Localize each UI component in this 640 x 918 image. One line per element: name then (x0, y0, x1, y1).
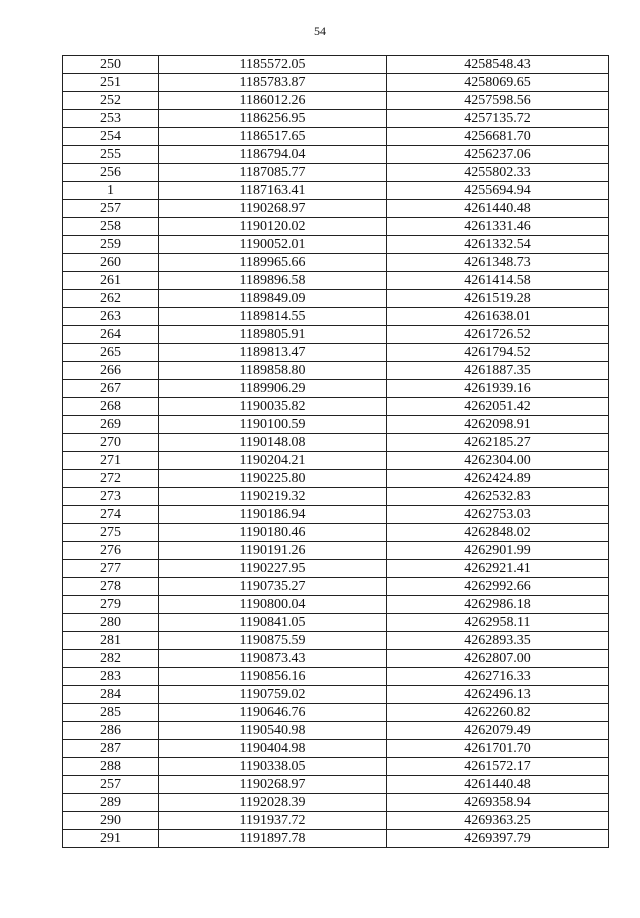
x-coordinate-cell: 1187085.77 (159, 164, 387, 182)
x-coordinate-cell: 1190204.21 (159, 452, 387, 470)
x-coordinate-cell: 1185783.87 (159, 74, 387, 92)
table-row (63, 488, 609, 506)
table-row (63, 470, 609, 488)
table-row (63, 812, 609, 830)
table-row (63, 776, 609, 794)
table-row (63, 596, 609, 614)
table-row (63, 830, 609, 848)
x-coordinate-cell: 1189965.66 (159, 254, 387, 272)
table-row (63, 236, 609, 254)
y-coordinate-cell: 4257598.56 (387, 92, 609, 110)
table-row (63, 146, 609, 164)
x-coordinate-cell: 1189849.09 (159, 290, 387, 308)
y-coordinate-cell: 4258069.65 (387, 74, 609, 92)
x-coordinate-cell: 1190800.04 (159, 596, 387, 614)
y-coordinate-cell: 4255802.33 (387, 164, 609, 182)
x-coordinate-cell: 1190120.02 (159, 218, 387, 236)
table-row (63, 308, 609, 326)
point-number-cell: 266 (63, 362, 159, 380)
table-row (63, 542, 609, 560)
x-coordinate-cell: 1190268.97 (159, 200, 387, 218)
table-row (63, 578, 609, 596)
y-coordinate-cell: 4261414.58 (387, 272, 609, 290)
point-number-cell: 277 (63, 560, 159, 578)
table-row (63, 722, 609, 740)
x-coordinate-cell: 1189814.55 (159, 308, 387, 326)
x-coordinate-cell: 1190227.95 (159, 560, 387, 578)
table-row (63, 380, 609, 398)
x-coordinate-cell: 1190646.76 (159, 704, 387, 722)
x-coordinate-cell: 1192028.39 (159, 794, 387, 812)
point-number-cell: 271 (63, 452, 159, 470)
y-coordinate-cell: 4262992.66 (387, 578, 609, 596)
table-row (63, 704, 609, 722)
y-coordinate-cell: 4261572.17 (387, 758, 609, 776)
point-number-cell: 259 (63, 236, 159, 254)
table-row (63, 290, 609, 308)
y-coordinate-cell: 4261348.73 (387, 254, 609, 272)
y-coordinate-cell: 4262848.02 (387, 524, 609, 542)
y-coordinate-cell: 4261638.01 (387, 308, 609, 326)
point-number-cell: 289 (63, 794, 159, 812)
x-coordinate-cell: 1189805.91 (159, 326, 387, 344)
point-number-cell: 258 (63, 218, 159, 236)
point-number-cell: 254 (63, 128, 159, 146)
x-coordinate-cell: 1190856.16 (159, 668, 387, 686)
y-coordinate-cell: 4261332.54 (387, 236, 609, 254)
point-number-cell: 269 (63, 416, 159, 434)
y-coordinate-cell: 4262893.35 (387, 632, 609, 650)
y-coordinate-cell: 4262807.00 (387, 650, 609, 668)
table-row (63, 398, 609, 416)
table-row (63, 434, 609, 452)
table-row (63, 254, 609, 272)
y-coordinate-cell: 4261794.52 (387, 344, 609, 362)
x-coordinate-cell: 1190186.94 (159, 506, 387, 524)
x-coordinate-cell: 1190735.27 (159, 578, 387, 596)
x-coordinate-cell: 1190219.32 (159, 488, 387, 506)
point-number-cell: 253 (63, 110, 159, 128)
point-number-cell: 287 (63, 740, 159, 758)
x-coordinate-cell: 1190404.98 (159, 740, 387, 758)
point-number-cell: 1 (63, 182, 159, 200)
table-row (63, 128, 609, 146)
x-coordinate-cell: 1189896.58 (159, 272, 387, 290)
y-coordinate-cell: 4261701.70 (387, 740, 609, 758)
y-coordinate-cell: 4262304.00 (387, 452, 609, 470)
x-coordinate-cell: 1186012.26 (159, 92, 387, 110)
table-row (63, 560, 609, 578)
table-row (63, 344, 609, 362)
x-coordinate-cell: 1186794.04 (159, 146, 387, 164)
x-coordinate-cell: 1186517.65 (159, 128, 387, 146)
y-coordinate-cell: 4269358.94 (387, 794, 609, 812)
table-row (63, 506, 609, 524)
x-coordinate-cell: 1190873.43 (159, 650, 387, 668)
x-coordinate-cell: 1190191.26 (159, 542, 387, 560)
x-coordinate-cell: 1190759.02 (159, 686, 387, 704)
table-row (63, 182, 609, 200)
y-coordinate-cell: 4257135.72 (387, 110, 609, 128)
table-row (63, 74, 609, 92)
y-coordinate-cell: 4262424.89 (387, 470, 609, 488)
table-row (63, 92, 609, 110)
table-row (63, 110, 609, 128)
y-coordinate-cell: 4262496.13 (387, 686, 609, 704)
table-row (63, 794, 609, 812)
table-row (63, 326, 609, 344)
x-coordinate-cell: 1190338.05 (159, 758, 387, 776)
y-coordinate-cell: 4262051.42 (387, 398, 609, 416)
y-coordinate-cell: 4262079.49 (387, 722, 609, 740)
point-number-cell: 286 (63, 722, 159, 740)
coordinates-table (62, 55, 609, 848)
table-row (63, 632, 609, 650)
point-number-cell: 282 (63, 650, 159, 668)
y-coordinate-cell: 4262901.99 (387, 542, 609, 560)
table-row (63, 686, 609, 704)
y-coordinate-cell: 4269397.79 (387, 830, 609, 848)
point-number-cell: 275 (63, 524, 159, 542)
y-coordinate-cell: 4262260.82 (387, 704, 609, 722)
x-coordinate-cell: 1189858.80 (159, 362, 387, 380)
x-coordinate-cell: 1189906.29 (159, 380, 387, 398)
point-number-cell: 257 (63, 200, 159, 218)
x-coordinate-cell: 1190268.97 (159, 776, 387, 794)
point-number-cell: 290 (63, 812, 159, 830)
y-coordinate-cell: 4261440.48 (387, 776, 609, 794)
point-number-cell: 261 (63, 272, 159, 290)
y-coordinate-cell: 4262716.33 (387, 668, 609, 686)
table-row (63, 416, 609, 434)
y-coordinate-cell: 4256681.70 (387, 128, 609, 146)
table-row (63, 614, 609, 632)
x-coordinate-cell: 1190052.01 (159, 236, 387, 254)
point-number-cell: 252 (63, 92, 159, 110)
table-row (63, 362, 609, 380)
y-coordinate-cell: 4262185.27 (387, 434, 609, 452)
point-number-cell: 256 (63, 164, 159, 182)
y-coordinate-cell: 4261887.35 (387, 362, 609, 380)
x-coordinate-cell: 1191897.78 (159, 830, 387, 848)
point-number-cell: 272 (63, 470, 159, 488)
table-row (63, 452, 609, 470)
y-coordinate-cell: 4269363.25 (387, 812, 609, 830)
point-number-cell: 281 (63, 632, 159, 650)
point-number-cell: 276 (63, 542, 159, 560)
point-number-cell: 278 (63, 578, 159, 596)
y-coordinate-cell: 4262098.91 (387, 416, 609, 434)
y-coordinate-cell: 4255694.94 (387, 182, 609, 200)
y-coordinate-cell: 4261939.16 (387, 380, 609, 398)
table-row (63, 164, 609, 182)
point-number-cell: 262 (63, 290, 159, 308)
y-coordinate-cell: 4262532.83 (387, 488, 609, 506)
point-number-cell: 260 (63, 254, 159, 272)
x-coordinate-cell: 1186256.95 (159, 110, 387, 128)
x-coordinate-cell: 1187163.41 (159, 182, 387, 200)
point-number-cell: 284 (63, 686, 159, 704)
x-coordinate-cell: 1190540.98 (159, 722, 387, 740)
x-coordinate-cell: 1185572.05 (159, 56, 387, 74)
point-number-cell: 265 (63, 344, 159, 362)
x-coordinate-cell: 1189813.47 (159, 344, 387, 362)
x-coordinate-cell: 1191937.72 (159, 812, 387, 830)
y-coordinate-cell: 4261519.28 (387, 290, 609, 308)
x-coordinate-cell: 1190148.08 (159, 434, 387, 452)
y-coordinate-cell: 4261331.46 (387, 218, 609, 236)
point-number-cell: 268 (63, 398, 159, 416)
point-number-cell: 285 (63, 704, 159, 722)
point-number-cell: 280 (63, 614, 159, 632)
table-row (63, 200, 609, 218)
y-coordinate-cell: 4256237.06 (387, 146, 609, 164)
table-row (63, 668, 609, 686)
y-coordinate-cell: 4262753.03 (387, 506, 609, 524)
x-coordinate-cell: 1190035.82 (159, 398, 387, 416)
table-row (63, 758, 609, 776)
y-coordinate-cell: 4262986.18 (387, 596, 609, 614)
x-coordinate-cell: 1190875.59 (159, 632, 387, 650)
point-number-cell: 283 (63, 668, 159, 686)
coordinates-table-body (63, 56, 609, 848)
page-number: 54 (314, 24, 326, 38)
point-number-cell: 279 (63, 596, 159, 614)
point-number-cell: 257 (63, 776, 159, 794)
point-number-cell: 288 (63, 758, 159, 776)
point-number-cell: 250 (63, 56, 159, 74)
point-number-cell: 251 (63, 74, 159, 92)
point-number-cell: 270 (63, 434, 159, 452)
point-number-cell: 255 (63, 146, 159, 164)
x-coordinate-cell: 1190180.46 (159, 524, 387, 542)
table-row (63, 218, 609, 236)
x-coordinate-cell: 1190100.59 (159, 416, 387, 434)
y-coordinate-cell: 4261726.52 (387, 326, 609, 344)
y-coordinate-cell: 4261440.48 (387, 200, 609, 218)
table-row (63, 650, 609, 668)
y-coordinate-cell: 4262958.11 (387, 614, 609, 632)
y-coordinate-cell: 4262921.41 (387, 560, 609, 578)
point-number-cell: 291 (63, 830, 159, 848)
point-number-cell: 263 (63, 308, 159, 326)
table-row (63, 524, 609, 542)
table-row (63, 740, 609, 758)
table-row (63, 272, 609, 290)
point-number-cell: 273 (63, 488, 159, 506)
table-row (63, 56, 609, 74)
x-coordinate-cell: 1190225.80 (159, 470, 387, 488)
point-number-cell: 274 (63, 506, 159, 524)
x-coordinate-cell: 1190841.05 (159, 614, 387, 632)
point-number-cell: 267 (63, 380, 159, 398)
y-coordinate-cell: 4258548.43 (387, 56, 609, 74)
point-number-cell: 264 (63, 326, 159, 344)
